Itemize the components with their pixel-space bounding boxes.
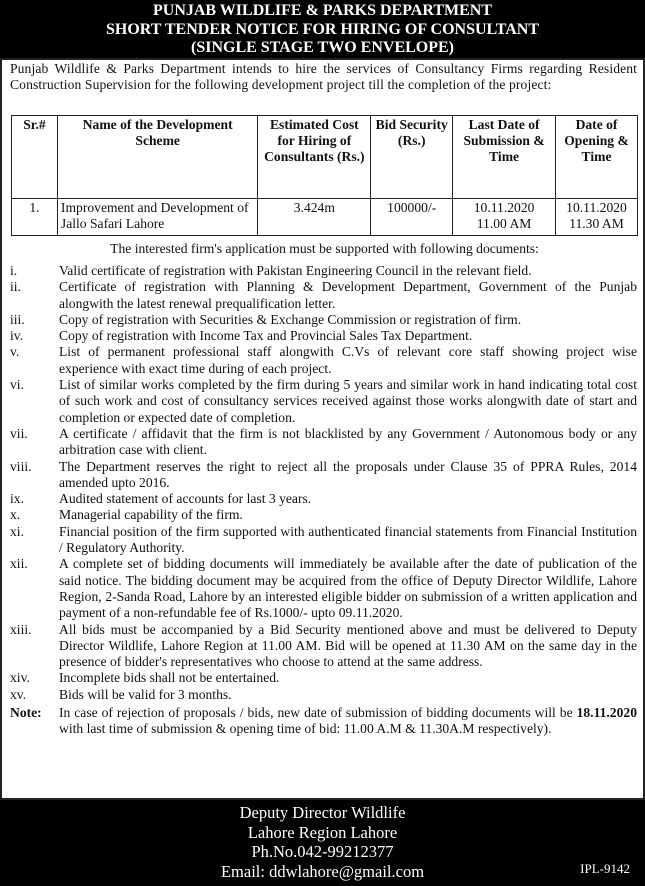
email-address: Email: ddwlahore@gmail.com <box>220 861 425 881</box>
item-number: xiii. <box>10 621 32 637</box>
item-number: ix. <box>10 491 24 507</box>
item-number: viii. <box>10 458 32 474</box>
note <box>10 705 637 738</box>
item-number: vi. <box>10 377 24 393</box>
last-time: 11.00 AM <box>476 216 532 231</box>
col-header-sr: Sr.# <box>12 116 58 199</box>
col-header-last-date: Last Date of Submission & Time <box>453 116 556 199</box>
item-number: iv. <box>10 328 24 344</box>
cell-opening <box>556 199 638 236</box>
table-header-row <box>12 116 638 199</box>
open-time: 11.30 AM <box>569 216 624 231</box>
item-text: Copy of registration with Securities & Exchange Commission or registration of firm. <box>59 311 522 327</box>
item-number: x. <box>10 507 21 523</box>
list-item <box>10 524 637 557</box>
item-text: Audited statement of accounts for last 3 years. <box>59 491 312 507</box>
cell-name: Improvement and Development of Jallo Safari Lahore <box>57 199 258 236</box>
item-number: vii. <box>10 425 28 441</box>
list-item <box>10 426 637 459</box>
item-number: xi. <box>10 523 24 539</box>
note-label: Note: <box>10 705 42 721</box>
table-row <box>12 199 638 236</box>
requirements-list <box>10 263 637 738</box>
col-header-bid: Bid Security (Rs.) <box>371 116 453 199</box>
item-number: ii. <box>10 279 21 295</box>
notice-subtitle: (SINGLE STAGE TWO ENVELOPE) <box>190 39 455 56</box>
signatory-title: Deputy Director Wildlife <box>239 803 406 822</box>
item-text: Financial position of the firm supported with authenticated financial statements from Financial Institution / Regulatory Authority. <box>59 523 637 556</box>
last-date: 10.11.2020 <box>473 200 535 215</box>
item-number: v. <box>10 344 20 360</box>
list-item <box>10 670 637 686</box>
item-text: Incomplete bids shall not be entertained. <box>59 670 280 686</box>
list-item <box>10 377 637 426</box>
item-text: Managerial capability of the firm. <box>59 507 243 523</box>
notice-body <box>0 58 645 800</box>
signatory-region: Lahore Region Lahore <box>247 822 398 842</box>
note-date: 18.11.2020 <box>576 705 637 721</box>
item-text: A certificate / affidavit that the firm is not blacklisted by any Government / Autonomous body or any arbitration case with client. <box>59 425 637 458</box>
cell-last-date <box>453 199 556 236</box>
item-text: The Department reserves the right to reject all the proposals under Clause 35 of PPRA Rules, 2014 amended upto 2016. <box>59 458 637 490</box>
cell-sr: 1. <box>12 199 58 236</box>
open-date: 10.11.2020 <box>566 200 627 215</box>
ad-reference: IPL-9142 <box>580 860 630 876</box>
department-title: PUNJAB WILDLIFE & PARKS DEPARTMENT <box>152 2 492 19</box>
note-text <box>59 705 637 738</box>
notice-title: SHORT TENDER NOTICE FOR HIRING OF CONSULTANT <box>105 20 539 38</box>
list-item <box>10 491 637 507</box>
item-number: i. <box>10 263 18 278</box>
list-item <box>10 507 637 523</box>
cell-bid: 100000/- <box>371 199 453 236</box>
item-text: All bids must be accompanied by a Bid Security mentioned above and must be delivered to Deputy Director Wildlife, Lahore Region at 11.00 AM. Bid will be opened at 11.30 AM on the same day in the presence of bidder's representatives who choose to attend at the same address. <box>59 621 637 670</box>
cell-cost: 3.424m <box>258 199 371 236</box>
list-item <box>10 312 637 328</box>
item-text: List of permanent professional staff alongwith C.Vs of relevant core staff showing project wise experience with exact time during of each project. <box>59 344 637 376</box>
list-item <box>10 459 637 492</box>
note-pre: In case of rejection of proposals / bids, new date of submission of bidding documents will be <box>59 705 577 721</box>
list-item <box>10 622 637 671</box>
col-header-opening: Date of Opening & Time <box>556 116 638 199</box>
item-number: xiv. <box>10 670 30 686</box>
notice-header <box>0 0 645 58</box>
intro-paragraph: Punjab Wildlife & Parks Department intends to hire the services of Consultancy Firms regarding Resident Construction Supervision for the following development project till the completion of the project: <box>10 61 637 93</box>
item-text: A complete set of bidding documents will immediately be available after the date of publication of the said notice. The bidding document may be acquired from the office of Deputy Director Wildlife, Lahore Region, 2-Sanda Road, Lahore by an interested eligible bidder on submission of a written application and payment of a non-refundable fee of Rs.1000/- upto 09.11.2020. <box>59 556 637 621</box>
item-text: Valid certificate of registration with Pakistan Engineering Council in the relevant field. <box>59 263 532 278</box>
item-text: List of similar works completed by the firm during 5 years and similar work in hand indicating total cost of such work and cost of consultancy services received against those works alongwith date of start and completion or expected date of completion. <box>59 377 637 425</box>
item-text: Certificate of registration with Planning & Development Department, Government of the Punjab alongwith the latest renewal prequalification letter. <box>59 279 637 311</box>
col-header-name: Name of the Development Scheme <box>57 116 258 199</box>
requirements-lead: The interested firm's application must be supported with following documents: <box>110 241 539 256</box>
item-number: xv. <box>10 686 27 702</box>
col-header-cost: Estimated Cost for Hiring of Consultants (Rs.) <box>258 116 371 199</box>
list-item <box>10 556 637 621</box>
list-item <box>10 263 637 279</box>
note-post: with last time of submission & opening time of bid: 11.00 A.M & 11.30A.M respectively). <box>59 721 552 737</box>
item-number: iii. <box>10 311 25 327</box>
notice-footer <box>0 800 645 886</box>
item-text: Copy of registration with Income Tax and Provincial Sales Tax Department. <box>59 328 473 344</box>
list-item <box>10 328 637 344</box>
tender-table <box>11 115 638 236</box>
list-item <box>10 687 637 703</box>
list-item <box>10 344 637 377</box>
item-text: Bids will be valid for 3 months. <box>59 686 232 702</box>
phone-number: Ph.No.042-99212377 <box>251 842 394 861</box>
item-number: xii. <box>10 556 28 572</box>
list-item <box>10 279 637 312</box>
